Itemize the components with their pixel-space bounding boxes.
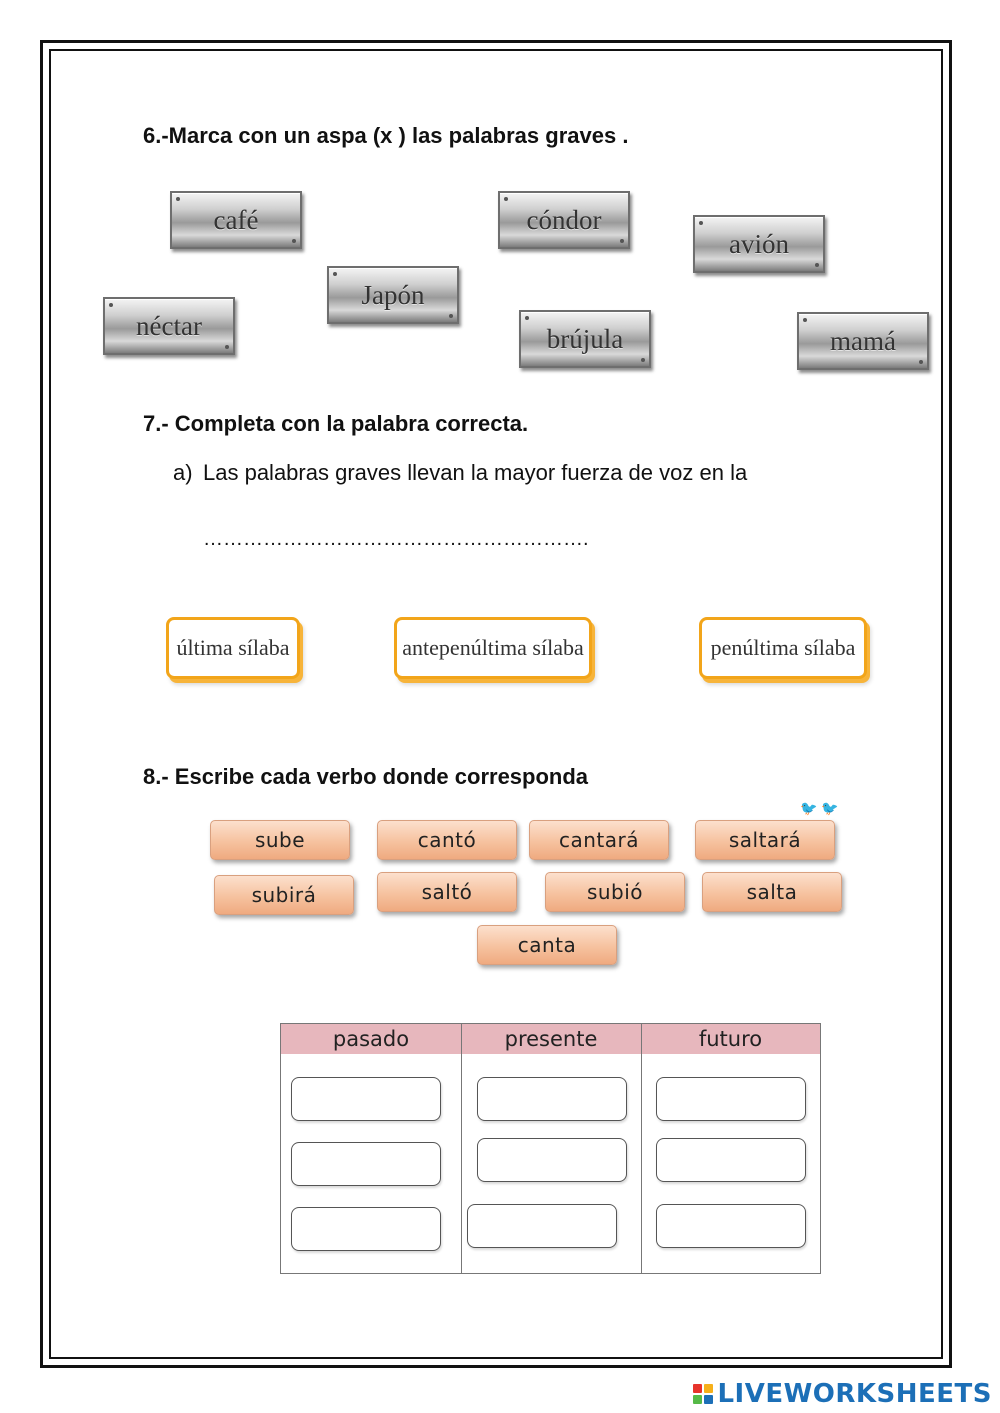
fill-in-blank[interactable]: …………………………………………………. <box>203 528 589 550</box>
word-plate-brujula[interactable]: brújula <box>519 310 651 368</box>
word-plate-nectar[interactable]: néctar <box>103 297 235 355</box>
verb-chip-sube[interactable]: sube <box>210 820 350 860</box>
word-plate-avion[interactable]: avión <box>693 215 825 273</box>
answer-box-pasado-3[interactable] <box>291 1207 441 1251</box>
answer-box-futuro-1[interactable] <box>656 1077 806 1121</box>
liveworksheets-grid-icon <box>693 1384 713 1404</box>
exercise-7-statement: Las palabras graves llevan la mayor fuerza de voz en la <box>203 460 748 485</box>
header-presente: presente <box>461 1024 641 1054</box>
liveworksheets-logo <box>693 1379 992 1409</box>
answer-box-presente-2[interactable] <box>477 1138 627 1182</box>
answer-box-pasado-2[interactable] <box>291 1142 441 1186</box>
word-plate-condor[interactable]: cóndor <box>498 191 630 249</box>
answer-box-pasado-1[interactable] <box>291 1077 441 1121</box>
header-pasado: pasado <box>281 1024 461 1054</box>
answer-box-presente-1[interactable] <box>477 1077 627 1121</box>
exercise-8-heading: 8.- Escribe cada verbo donde corresponda <box>143 764 589 789</box>
word-plate-mama[interactable]: mamá <box>797 312 929 370</box>
exercise-7-heading: 7.- Completa con la palabra correcta. <box>143 411 529 436</box>
option-ultima-silaba[interactable]: última sílaba <box>166 617 300 679</box>
verb-chip-saltara[interactable]: saltará <box>695 820 835 860</box>
verb-chip-subira[interactable]: subirá <box>214 875 354 915</box>
item-marker: a) <box>173 460 193 485</box>
tense-table <box>280 1023 821 1274</box>
verb-chip-subio[interactable]: subió <box>545 872 685 912</box>
verb-chip-salta[interactable]: salta <box>702 872 842 912</box>
exercise-6-heading: 6.-Marca con un aspa (x ) las palabras graves . <box>143 123 629 148</box>
option-antepenultima-silaba[interactable]: antepenúltima sílaba <box>394 617 592 679</box>
logo-text: LIVEWORKSHEETS <box>717 1379 992 1409</box>
header-futuro: futuro <box>641 1024 820 1054</box>
option-penultima-silaba[interactable]: penúltima sílaba <box>699 617 867 679</box>
answer-box-futuro-3[interactable] <box>656 1204 806 1248</box>
column-divider <box>641 1024 642 1273</box>
verb-chip-canta[interactable]: canta <box>477 925 617 965</box>
verb-chip-salto[interactable]: saltó <box>377 872 517 912</box>
word-plate-japon[interactable]: Japón <box>327 266 459 324</box>
birds-icon: 🐦 🐦 <box>800 800 839 816</box>
answer-box-futuro-2[interactable] <box>656 1138 806 1182</box>
verb-chip-cantara[interactable]: cantará <box>529 820 669 860</box>
column-divider <box>461 1024 462 1273</box>
word-plate-cafe[interactable]: café <box>170 191 302 249</box>
answer-box-presente-3[interactable] <box>467 1204 617 1248</box>
verb-chip-canto[interactable]: cantó <box>377 820 517 860</box>
